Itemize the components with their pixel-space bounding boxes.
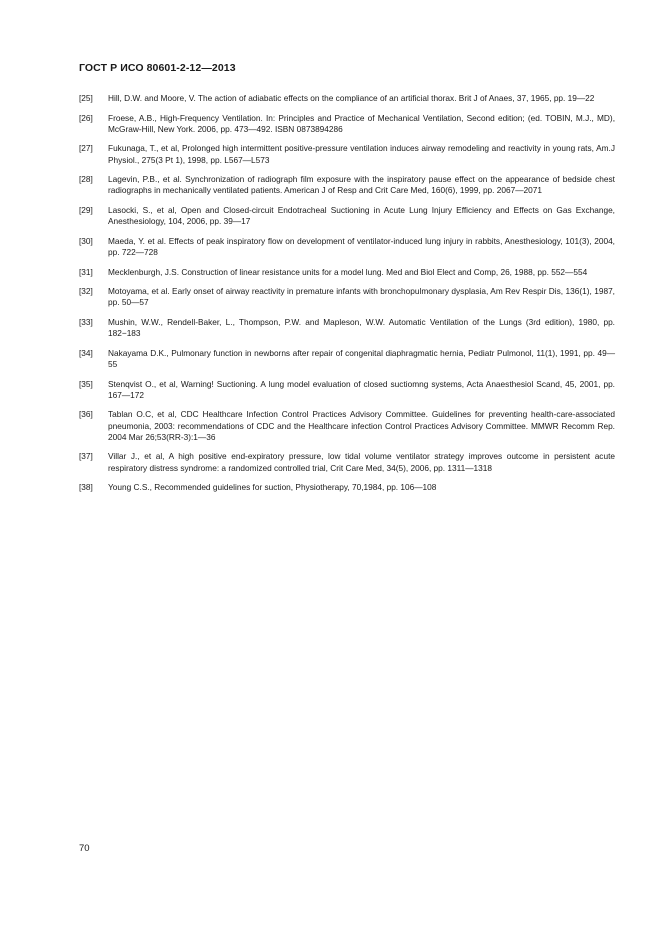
reference-number: [32] [79,286,93,297]
reference-text: Lagevin, P.B., et al. Synchronization of radiograph film exposure with the inspiratory pause effect on the appearance of bedside chest radiographs in mechanically ventilated patients. American J of Resp and Crit Care Med, 160(6), 1999, pp. 2067—2071 [108,174,615,196]
reference-item [79,93,615,104]
document-header: ГОСТ Р ИСО 80601-2-12—2013 [79,62,236,74]
reference-text: Hill, D.W. and Moore, V. The action of adiabatic effects on the compliance of an artificial thorax. Brit J of Anaes, 37, 1965, pp. 19—22 [108,93,595,103]
reference-number: [37] [79,451,93,462]
reference-number: [27] [79,143,93,154]
reference-text: Froese, A.B., High-Frequency Ventilation. In: Principles and Practice of Mechanical Ventilation, Second edition; (ed. TOBIN, M.J., MD), McGraw-Hill, New York. 2006, pp. 473—492. ISBN 0873894286 [108,112,615,134]
reference-number: [28] [79,174,93,185]
reference-item [79,143,615,165]
reference-text: Maeda, Y. et al. Effects of peak inspiratory flow on development of ventilator-induced lung injury in rabbits, Anesthesiology, 101(3), 2004, pp. 722—728 [108,235,615,257]
reference-number: [33] [79,316,93,327]
reference-number: [31] [79,266,93,277]
reference-list [79,93,615,502]
reference-number: [26] [79,112,93,123]
reference-item [79,267,615,278]
reference-text: Nakayama D.K., Pulmonary function in newborns after repair of congenital diaphragmatic hernia, Pediatr Pulmonol, 11(1), 1991, pp. 49—55 [108,347,615,369]
reference-text: Mushin, W.W., Rendell-Baker, L., Thompson, P.W. and Mapleson, W.W. Automatic Ventilation of the Lungs (3rd edition), 1980, pp. 182−183 [108,316,615,339]
reference-number: [25] [79,93,93,103]
reference-item [79,317,615,339]
reference-item [79,286,615,308]
reference-text: Lasocki, S., et al, Open and Closed-circuit Endotracheal Suctioning in Acute Lung Injury Efficiency and Effects on Gas Exchange, Anesthesiology, 104, 2006, pp. 39—17 [108,204,615,227]
reference-text: Mecklenburgh, J.S. Construction of linear resistance units for a model lung. Med and Biol Elect and Comp, 26, 1988, pp. 552—554 [108,266,588,277]
reference-item [79,379,615,401]
reference-text: Motoyama, et al. Early onset of airway reactivity in premature infants with bronchopulmonary dysplasia, Am Rev Respir Dis, 136(1), 1987, pp. 50—57 [108,286,615,308]
reference-text: Stenqvist O., et al, Warning! Suctioning. A lung model evaluation of closed suctiomng systems, Acta Anaesthesiol Scand, 45, 2001, pp. 167—172 [108,378,615,400]
reference-item [79,451,615,473]
reference-number: [38] [79,482,93,493]
reference-text: Fukunaga, T., et al, Prolonged high intermittent positive-pressure ventilation induces airway remodeling and reactivity in young rats, Am.J Physiol., 275(3 Pt 1), 1998, pp. L567—L573 [108,143,615,165]
reference-text: Young C.S., Recommended guidelines for suction, Physiotherapy, 70,1984, pp. 106—108 [108,482,437,493]
reference-text: Tablan O.C, et al, CDC Healthcare Infection Control Practices Advisory Committee. Guidelines for preventing health-care-associated pneumonia, 2003: recommendations of CDC and the Healthcare infection Control Practices Advisory Committee. MMWR Recomm Rep. 2004 Mar 26;53(RR-3):1—36 [108,409,615,442]
reference-number: [35] [79,378,93,389]
reference-text: Villar J., et al, A high positive end-expiratory pressure, low tidal volume ventilator strategy improves outcome in persistent acute respiratory distress syndrome: a randomized controlled trial, Crit Care Med, 34(5), 2006, pp. 1311—1318 [108,451,615,473]
reference-item [79,409,615,443]
reference-item [79,482,615,493]
reference-item [79,236,615,258]
reference-number: [30] [79,235,93,246]
reference-item [79,348,615,370]
page-number: 70 [79,843,90,854]
reference-number: [34] [79,347,93,358]
reference-item [79,113,615,135]
reference-item [79,174,615,196]
reference-number: [36] [79,409,93,420]
reference-item [79,205,615,227]
reference-number: [29] [79,204,93,215]
